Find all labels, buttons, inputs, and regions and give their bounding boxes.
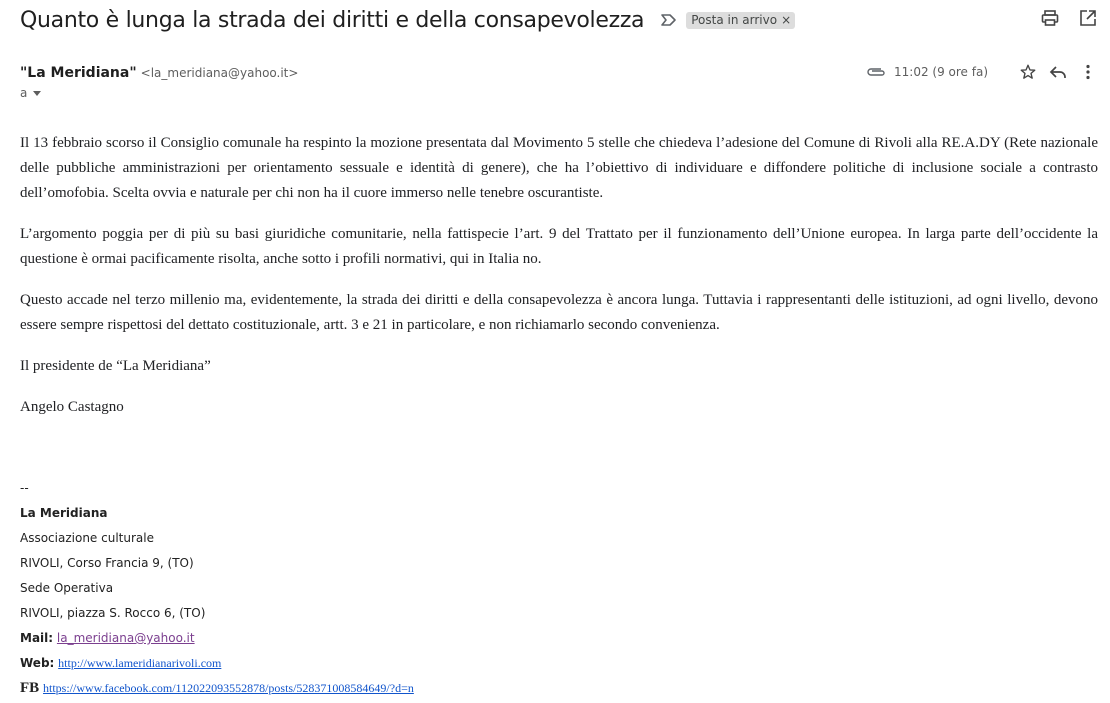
- star-icon[interactable]: [1018, 62, 1038, 82]
- signature: [20, 476, 414, 701]
- fb-label: FB: [20, 680, 40, 696]
- signature-separator: --: [20, 481, 29, 495]
- signature-mail-row: [20, 626, 414, 651]
- body-paragraph: Il presidente de “La Meridiana”: [20, 358, 211, 374]
- sender-name[interactable]: "La Meridiana": [20, 65, 137, 81]
- message-meta: [856, 62, 1098, 82]
- print-icon[interactable]: [1040, 8, 1060, 28]
- signature-org: La Meridiana: [20, 506, 108, 520]
- inbox-label-text: Posta in arrivo: [691, 12, 778, 27]
- email-subject: Quanto è lunga la strada dei diritti e della consapevolezza: [20, 7, 645, 33]
- signature-web-row: [20, 651, 414, 676]
- signature-line: Associazione culturale: [20, 531, 154, 545]
- message-body: [20, 131, 1098, 420]
- importance-marker-icon[interactable]: [660, 13, 678, 27]
- recipient-label: a: [20, 86, 28, 100]
- open-in-new-window-icon[interactable]: [1078, 8, 1098, 28]
- body-paragraph: Questo accade nel terzo millenio ma, evidentemente, la strada dei diritti e della consapevolezza è ancora lunga. Tuttavia i rappresentanti delle istituzioni, ad ogni livello, devono essere sempre rispettosi del dettato costituzionale, artt. 3 e 21 in particolare, e non richiamarlo secondo convenienza.: [20, 292, 1098, 333]
- web-label: Web:: [20, 656, 55, 670]
- body-paragraph: L’argomento poggia per di più su basi giuridiche comunitarie, nella fattispecie l’art. 9 del Trattato per il funzionamento dell’Unione europea. In larga parte dell’occidente la questione è ormai pacificamente risolta, anche sotto i profili normativi, qui in Italia no.: [20, 226, 1098, 267]
- body-paragraph: Il 13 febbraio scorso il Consiglio comunale ha respinto la mozione presentata dal Movimento 5 stelle che chiedeva l’adesione del Comune di Rivoli alla RE.A.DY (Rete nazionale delle pubbliche amministrazioni per orientamento sessuale e identità di genere), che ha l’obiettivo di individuare e diffondere politiche di inclusione sociale a contrasto dell’omofobia. Scelta ovvia e naturale per chi non ha il cuore immerso nelle tenebre oscurantiste.: [20, 135, 1098, 201]
- reply-icon[interactable]: [1048, 62, 1068, 82]
- signature-line: RIVOLI, Corso Francia 9, (TO): [20, 556, 194, 570]
- recipient-row: [20, 86, 41, 100]
- message-time: 11:02 (9 ore fa): [894, 65, 988, 79]
- show-details-chevron-icon[interactable]: [33, 91, 41, 96]
- web-link[interactable]: http://www.lameridianarivoli.com: [58, 656, 222, 670]
- sender-email: <la_meridiana@yahoo.it>: [140, 66, 299, 80]
- body-paragraph: Angelo Castagno: [20, 399, 124, 415]
- remove-label-icon[interactable]: ×: [781, 12, 792, 27]
- inbox-label-chip: [686, 12, 795, 29]
- signature-line: Sede Operativa: [20, 581, 114, 595]
- attachment-clip-icon: [866, 62, 886, 82]
- top-actions: [1040, 8, 1098, 28]
- signature-fb-row: [20, 676, 414, 701]
- mail-link[interactable]: la_meridiana@yahoo.it: [56, 631, 195, 645]
- subject-row: [20, 4, 1110, 36]
- signature-line: RIVOLI, piazza S. Rocco 6, (TO): [20, 606, 206, 620]
- mail-label: Mail:: [20, 631, 54, 645]
- more-vertical-icon[interactable]: [1078, 62, 1098, 82]
- fb-link[interactable]: https://www.facebook.com/112022093552878/posts/528371008584649/?d=n: [43, 681, 414, 695]
